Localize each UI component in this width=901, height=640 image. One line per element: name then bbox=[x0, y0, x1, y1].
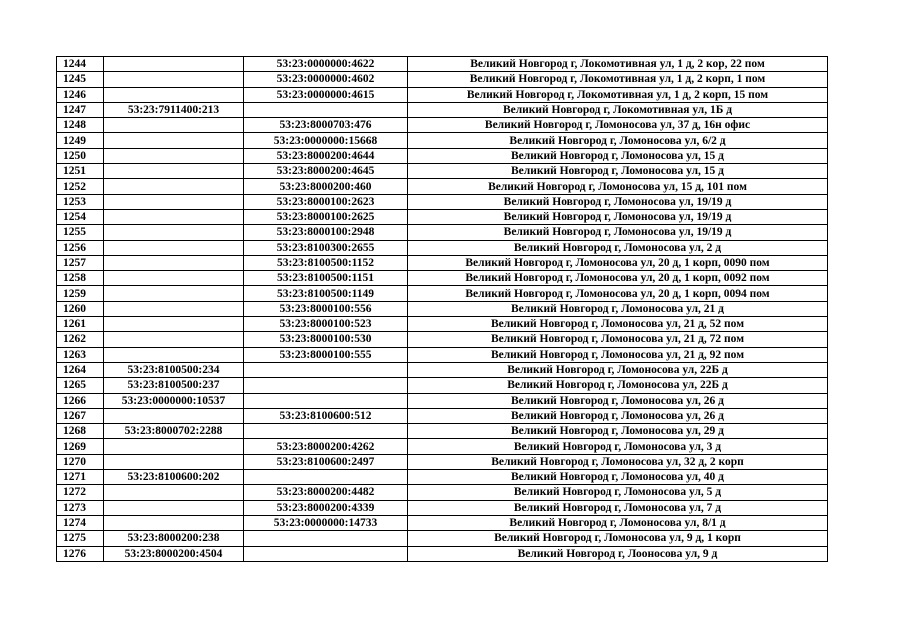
cadastral-land-cell bbox=[104, 209, 244, 224]
table-row bbox=[57, 255, 828, 270]
cadastral-object-cell: 53:23:8000100:555 bbox=[244, 347, 408, 362]
cadastral-land-cell bbox=[104, 133, 244, 148]
row-number-cell: 1253 bbox=[57, 194, 104, 209]
cadastral-object-cell: 53:23:8100600:2497 bbox=[244, 454, 408, 469]
cadastral-object-cell bbox=[244, 531, 408, 546]
cadastral-land-cell: 53:23:7911400:213 bbox=[104, 102, 244, 117]
row-number-cell: 1249 bbox=[57, 133, 104, 148]
table-row bbox=[57, 102, 828, 117]
row-number-cell: 1246 bbox=[57, 87, 104, 102]
row-number-cell: 1266 bbox=[57, 393, 104, 408]
table-row bbox=[57, 87, 828, 102]
cadastral-object-cell: 53:23:8000100:2625 bbox=[244, 209, 408, 224]
row-number-cell: 1270 bbox=[57, 454, 104, 469]
row-number-cell: 1254 bbox=[57, 209, 104, 224]
table-row bbox=[57, 209, 828, 224]
cadastral-land-cell bbox=[104, 87, 244, 102]
row-number-cell: 1255 bbox=[57, 225, 104, 240]
registry-table-body bbox=[57, 57, 828, 562]
address-cell: Великий Новгород г, Ломоносова ул, 5 д bbox=[408, 485, 828, 500]
cadastral-land-cell bbox=[104, 118, 244, 133]
row-number-cell: 1268 bbox=[57, 424, 104, 439]
table-row bbox=[57, 439, 828, 454]
address-cell: Великий Новгород г, Ломоносова ул, 22Б д bbox=[408, 362, 828, 377]
cadastral-land-cell bbox=[104, 148, 244, 163]
cadastral-object-cell bbox=[244, 393, 408, 408]
table-row bbox=[57, 118, 828, 133]
table-row bbox=[57, 317, 828, 332]
row-number-cell: 1251 bbox=[57, 164, 104, 179]
address-cell: Великий Новгород г, Ломоносова ул, 21 д, 52 пом bbox=[408, 317, 828, 332]
table-row bbox=[57, 57, 828, 72]
address-cell: Великий Новгород г, Локомотивная ул, 1 д, 2 корп, 1 пом bbox=[408, 72, 828, 87]
table-row bbox=[57, 531, 828, 546]
address-cell: Великий Новгород г, Ломоносова ул, 15 д bbox=[408, 148, 828, 163]
row-number-cell: 1272 bbox=[57, 485, 104, 500]
table-row bbox=[57, 301, 828, 316]
cadastral-land-cell: 53:23:0000000:10537 bbox=[104, 393, 244, 408]
cadastral-object-cell bbox=[244, 470, 408, 485]
cadastral-object-cell: 53:23:8100500:1151 bbox=[244, 271, 408, 286]
row-number-cell: 1263 bbox=[57, 347, 104, 362]
row-number-cell: 1275 bbox=[57, 531, 104, 546]
cadastral-object-cell: 53:23:8100500:1152 bbox=[244, 255, 408, 270]
cadastral-object-cell: 53:23:8000200:4482 bbox=[244, 485, 408, 500]
cadastral-land-cell: 53:23:8100500:234 bbox=[104, 362, 244, 377]
address-cell: Великий Новгород г, Ломоносова ул, 6/2 д bbox=[408, 133, 828, 148]
cadastral-object-cell: 53:23:8000200:4644 bbox=[244, 148, 408, 163]
cadastral-object-cell: 53:23:8100500:1149 bbox=[244, 286, 408, 301]
cadastral-object-cell: 53:23:0000000:14733 bbox=[244, 515, 408, 530]
table-row bbox=[57, 500, 828, 515]
cadastral-land-cell bbox=[104, 332, 244, 347]
cadastral-land-cell bbox=[104, 301, 244, 316]
table-row bbox=[57, 393, 828, 408]
cadastral-land-cell bbox=[104, 347, 244, 362]
cadastral-object-cell bbox=[244, 424, 408, 439]
table-row bbox=[57, 424, 828, 439]
address-cell: Великий Новгород г, Ломоносова ул, 40 д bbox=[408, 470, 828, 485]
cadastral-object-cell: 53:23:0000000:15668 bbox=[244, 133, 408, 148]
row-number-cell: 1244 bbox=[57, 57, 104, 72]
table-row bbox=[57, 332, 828, 347]
cadastral-object-cell: 53:23:8000100:2623 bbox=[244, 194, 408, 209]
table-row bbox=[57, 240, 828, 255]
cadastral-land-cell bbox=[104, 286, 244, 301]
cadastral-object-cell: 53:23:8000200:4262 bbox=[244, 439, 408, 454]
cadastral-land-cell bbox=[104, 317, 244, 332]
row-number-cell: 1259 bbox=[57, 286, 104, 301]
cadastral-object-cell: 53:23:0000000:4615 bbox=[244, 87, 408, 102]
cadastral-land-cell bbox=[104, 194, 244, 209]
address-cell: Великий Новгород г, Ломоносова ул, 20 д, 1 корп, 0094 пом bbox=[408, 286, 828, 301]
table-row bbox=[57, 72, 828, 87]
table-row bbox=[57, 179, 828, 194]
row-number-cell: 1274 bbox=[57, 515, 104, 530]
address-cell: Великий Новгород г, Локомотивная ул, 1Б д bbox=[408, 102, 828, 117]
address-cell: Великий Новгород г, Ломоносова ул, 8/1 д bbox=[408, 515, 828, 530]
address-cell: Великий Новгород г, Локомотивная ул, 1 д, 2 корп, 15 пом bbox=[408, 87, 828, 102]
address-cell: Великий Новгород г, Ломоносова ул, 21 д bbox=[408, 301, 828, 316]
address-cell: Великий Новгород г, Ломоносова ул, 9 д, 1 корп bbox=[408, 531, 828, 546]
row-number-cell: 1252 bbox=[57, 179, 104, 194]
address-cell: Великий Новгород г, Ломоносова ул, 32 д, 2 корп bbox=[408, 454, 828, 469]
address-cell: Великий Новгород г, Ломоносова ул, 3 д bbox=[408, 439, 828, 454]
cadastral-land-cell bbox=[104, 500, 244, 515]
cadastral-land-cell bbox=[104, 408, 244, 423]
cadastral-object-cell: 53:23:0000000:4622 bbox=[244, 57, 408, 72]
table-row bbox=[57, 515, 828, 530]
table-row bbox=[57, 164, 828, 179]
row-number-cell: 1265 bbox=[57, 378, 104, 393]
address-cell: Великий Новгород г, Ломоносова ул, 20 д, 1 корп, 0090 пом bbox=[408, 255, 828, 270]
table-row bbox=[57, 470, 828, 485]
cadastral-object-cell: 53:23:8100600:512 bbox=[244, 408, 408, 423]
row-number-cell: 1247 bbox=[57, 102, 104, 117]
address-cell: Великий Новгород г, Ломоносова ул, 37 д, 16н офис bbox=[408, 118, 828, 133]
table-row bbox=[57, 225, 828, 240]
cadastral-object-cell bbox=[244, 102, 408, 117]
table-row bbox=[57, 485, 828, 500]
table-row bbox=[57, 454, 828, 469]
table-row bbox=[57, 546, 828, 561]
cadastral-object-cell: 53:23:8000100:556 bbox=[244, 301, 408, 316]
cadastral-object-cell bbox=[244, 546, 408, 561]
cadastral-object-cell bbox=[244, 362, 408, 377]
cadastral-land-cell: 53:23:8100500:237 bbox=[104, 378, 244, 393]
table-row bbox=[57, 133, 828, 148]
cadastral-object-cell: 53:23:8000200:4339 bbox=[244, 500, 408, 515]
cadastral-object-cell: 53:23:0000000:4602 bbox=[244, 72, 408, 87]
table-row bbox=[57, 148, 828, 163]
address-cell: Великий Новгород г, Ломоносова ул, 2 д bbox=[408, 240, 828, 255]
address-cell: Великий Новгород г, Ломоносова ул, 7 д bbox=[408, 500, 828, 515]
cadastral-land-cell: 53:23:8000200:4504 bbox=[104, 546, 244, 561]
row-number-cell: 1273 bbox=[57, 500, 104, 515]
table-row bbox=[57, 408, 828, 423]
address-cell: Великий Новгород г, Ломоносова ул, 21 д, 72 пом bbox=[408, 332, 828, 347]
address-cell: Великий Новгород г, Ломоносова ул, 21 д, 92 пом bbox=[408, 347, 828, 362]
cadastral-land-cell bbox=[104, 57, 244, 72]
row-number-cell: 1264 bbox=[57, 362, 104, 377]
table-row bbox=[57, 362, 828, 377]
address-cell: Великий Новгород г, Ломоносова ул, 19/19 д bbox=[408, 194, 828, 209]
cadastral-land-cell bbox=[104, 240, 244, 255]
row-number-cell: 1258 bbox=[57, 271, 104, 286]
address-cell: Великий Новгород г, Ломоносова ул, 19/19 д bbox=[408, 209, 828, 224]
row-number-cell: 1260 bbox=[57, 301, 104, 316]
cadastral-land-cell bbox=[104, 225, 244, 240]
cadastral-land-cell: 53:23:8000702:2288 bbox=[104, 424, 244, 439]
row-number-cell: 1262 bbox=[57, 332, 104, 347]
cadastral-object-cell: 53:23:8000200:4645 bbox=[244, 164, 408, 179]
row-number-cell: 1267 bbox=[57, 408, 104, 423]
table-row bbox=[57, 347, 828, 362]
row-number-cell: 1271 bbox=[57, 470, 104, 485]
address-cell: Великий Новгород г, Ломоносова ул, 15 д, 101 пом bbox=[408, 179, 828, 194]
cadastral-object-cell: 53:23:8100300:2655 bbox=[244, 240, 408, 255]
row-number-cell: 1269 bbox=[57, 439, 104, 454]
cadastral-land-cell bbox=[104, 454, 244, 469]
address-cell: Великий Новгород г, Ломоносова ул, 26 д bbox=[408, 393, 828, 408]
cadastral-land-cell bbox=[104, 179, 244, 194]
table-row bbox=[57, 194, 828, 209]
address-cell: Великий Новгород г, Ломоносова ул, 29 д bbox=[408, 424, 828, 439]
cadastral-object-cell: 53:23:8000200:460 bbox=[244, 179, 408, 194]
row-number-cell: 1245 bbox=[57, 72, 104, 87]
registry-table bbox=[56, 56, 828, 562]
cadastral-land-cell bbox=[104, 164, 244, 179]
cadastral-land-cell: 53:23:8100600:202 bbox=[104, 470, 244, 485]
cadastral-object-cell: 53:23:8000703:476 bbox=[244, 118, 408, 133]
table-row bbox=[57, 271, 828, 286]
row-number-cell: 1256 bbox=[57, 240, 104, 255]
address-cell: Великий Новгород г, Ломоносова ул, 26 д bbox=[408, 408, 828, 423]
cadastral-object-cell: 53:23:8000100:2948 bbox=[244, 225, 408, 240]
row-number-cell: 1261 bbox=[57, 317, 104, 332]
cadastral-land-cell bbox=[104, 255, 244, 270]
cadastral-land-cell bbox=[104, 439, 244, 454]
cadastral-land-cell bbox=[104, 485, 244, 500]
address-cell: Великий Новгород г, Ломоносова ул, 20 д, 1 корп, 0092 пом bbox=[408, 271, 828, 286]
cadastral-object-cell: 53:23:8000100:523 bbox=[244, 317, 408, 332]
address-cell: Великий Новгород г, Лооносова ул, 9 д bbox=[408, 546, 828, 561]
row-number-cell: 1276 bbox=[57, 546, 104, 561]
address-cell: Великий Новгород г, Локомотивная ул, 1 д, 2 кор, 22 пом bbox=[408, 57, 828, 72]
address-cell: Великий Новгород г, Ломоносова ул, 22Б д bbox=[408, 378, 828, 393]
cadastral-object-cell bbox=[244, 378, 408, 393]
cadastral-land-cell bbox=[104, 72, 244, 87]
table-row bbox=[57, 378, 828, 393]
address-cell: Великий Новгород г, Ломоносова ул, 19/19 д bbox=[408, 225, 828, 240]
row-number-cell: 1248 bbox=[57, 118, 104, 133]
row-number-cell: 1257 bbox=[57, 255, 104, 270]
cadastral-land-cell bbox=[104, 271, 244, 286]
cadastral-object-cell: 53:23:8000100:530 bbox=[244, 332, 408, 347]
table-row bbox=[57, 286, 828, 301]
address-cell: Великий Новгород г, Ломоносова ул, 15 д bbox=[408, 164, 828, 179]
cadastral-land-cell bbox=[104, 515, 244, 530]
row-number-cell: 1250 bbox=[57, 148, 104, 163]
cadastral-land-cell: 53:23:8000200:238 bbox=[104, 531, 244, 546]
